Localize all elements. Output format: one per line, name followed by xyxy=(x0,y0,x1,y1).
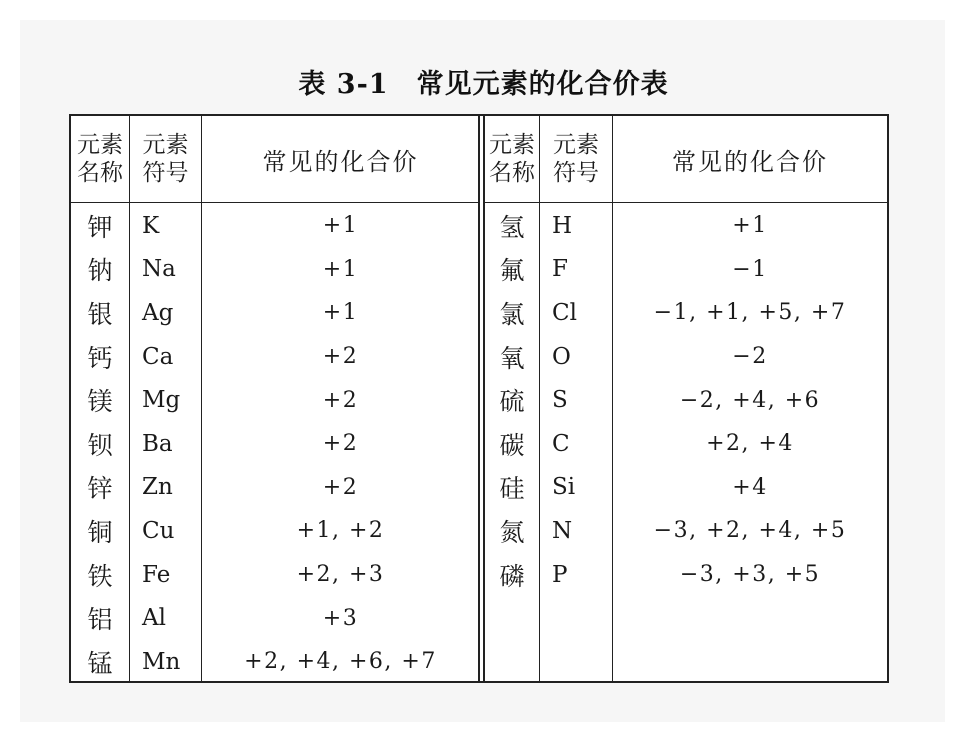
valence-value: +3 xyxy=(322,605,359,631)
table-row xyxy=(71,204,479,248)
table-title-text: 常见元素的化合价表 xyxy=(416,69,669,100)
element-symbol: Si xyxy=(552,474,576,501)
table-row xyxy=(485,466,887,510)
element-symbol: Mn xyxy=(142,648,181,675)
element-symbol: P xyxy=(552,561,568,588)
valence-value: −3, +2, +4, +5 xyxy=(653,518,847,544)
element-symbol: Ba xyxy=(142,430,173,457)
valence-value: −1 xyxy=(732,256,768,282)
element-name: 镁 xyxy=(87,387,113,417)
valence-value: +2 xyxy=(322,431,359,457)
element-name: 钾 xyxy=(87,212,113,242)
valence-value: +1, +2 xyxy=(296,518,385,544)
table-row xyxy=(485,335,887,379)
header-divider xyxy=(71,202,479,203)
header-element-symbol xyxy=(540,116,612,202)
element-name: 硅 xyxy=(499,474,525,504)
element-name: 碳 xyxy=(499,430,525,460)
header-element-name xyxy=(485,116,539,202)
element-symbol: Mg xyxy=(142,387,181,414)
element-name: 钠 xyxy=(87,256,113,286)
double-divider xyxy=(478,116,485,681)
header-name-line2: 名称 xyxy=(77,160,123,186)
element-symbol: Fe xyxy=(142,561,171,588)
element-name: 氮 xyxy=(499,517,525,547)
element-name: 钡 xyxy=(87,430,113,460)
header-symbol-line2: 符号 xyxy=(142,160,189,186)
left-rows xyxy=(71,204,479,684)
element-name: 硫 xyxy=(499,387,525,417)
element-name: 氧 xyxy=(499,343,525,373)
table-row xyxy=(71,553,479,597)
table-row xyxy=(485,422,887,466)
header-name-line1: 元素 xyxy=(489,132,535,158)
element-name: 钙 xyxy=(87,343,113,373)
header-symbol-line1: 元素 xyxy=(142,132,189,158)
valence-value: +1 xyxy=(322,300,359,326)
header-symbol-line2: 符号 xyxy=(553,160,599,186)
element-name: 银 xyxy=(87,299,113,329)
element-symbol: F xyxy=(552,256,568,283)
table-row xyxy=(71,291,479,335)
element-symbol: Ca xyxy=(142,343,174,370)
valence-value: +4 xyxy=(732,474,768,500)
element-name: 铝 xyxy=(87,605,113,635)
valence-value: −2, +4, +6 xyxy=(679,387,821,413)
table-left-half xyxy=(71,116,479,681)
table-row xyxy=(71,378,479,422)
valence-value: +2, +4, +6, +7 xyxy=(244,649,437,675)
header-divider xyxy=(485,202,887,203)
valence-value: −1, +1, +5, +7 xyxy=(653,300,847,326)
table-row xyxy=(485,378,887,422)
table-row xyxy=(71,248,479,292)
header-element-symbol xyxy=(130,116,201,202)
valence-value: +1 xyxy=(322,213,359,239)
table-row xyxy=(485,291,887,335)
table-row xyxy=(71,596,479,640)
table-row xyxy=(485,509,887,553)
element-symbol: H xyxy=(552,212,573,239)
valence-value: −3, +3, +5 xyxy=(679,562,821,588)
element-symbol: Al xyxy=(142,605,166,632)
header-name-line2: 名称 xyxy=(489,160,535,186)
valence-table xyxy=(69,114,889,683)
valence-value: −2 xyxy=(732,344,768,370)
element-name: 锰 xyxy=(87,648,113,678)
table-number: 表 3-1 xyxy=(298,69,389,100)
valence-value: +1 xyxy=(322,256,359,282)
header-valence: 常见的化合价 xyxy=(672,147,828,176)
element-symbol: S xyxy=(552,387,568,414)
table-row xyxy=(71,640,479,684)
element-symbol: N xyxy=(552,517,573,544)
element-name: 氯 xyxy=(499,299,525,329)
table-row xyxy=(71,335,479,379)
element-symbol: K xyxy=(142,212,160,239)
element-symbol: O xyxy=(552,343,571,370)
table-right-half xyxy=(485,116,887,681)
element-name: 铜 xyxy=(87,517,113,547)
valence-value: +2 xyxy=(322,344,359,370)
element-symbol: C xyxy=(552,430,570,457)
element-symbol: Ag xyxy=(142,299,174,326)
valence-value: +2, +4 xyxy=(706,431,794,457)
header-valence: 常见的化合价 xyxy=(262,147,419,176)
table-row xyxy=(485,248,887,292)
table-row xyxy=(485,204,887,248)
table-title xyxy=(0,62,967,101)
element-symbol: Zn xyxy=(142,474,173,501)
valence-value: +2, +3 xyxy=(296,562,385,588)
valence-value: +1 xyxy=(732,213,768,239)
element-name: 磷 xyxy=(499,561,525,591)
table-row xyxy=(71,509,479,553)
header-name-line1: 元素 xyxy=(77,132,123,158)
header-symbol-line1: 元素 xyxy=(553,132,599,158)
table-row xyxy=(485,553,887,597)
header-element-name xyxy=(71,116,129,202)
element-name: 铁 xyxy=(87,561,113,591)
element-name: 锌 xyxy=(87,474,113,504)
right-rows xyxy=(485,204,887,596)
valence-value: +2 xyxy=(322,474,359,500)
element-symbol: Cl xyxy=(552,299,577,326)
element-symbol: Na xyxy=(142,256,176,283)
valence-value: +2 xyxy=(322,387,359,413)
table-row xyxy=(71,466,479,510)
table-row xyxy=(71,422,479,466)
element-symbol: Cu xyxy=(142,517,175,544)
element-name: 氟 xyxy=(499,256,525,286)
element-name: 氢 xyxy=(499,212,525,242)
